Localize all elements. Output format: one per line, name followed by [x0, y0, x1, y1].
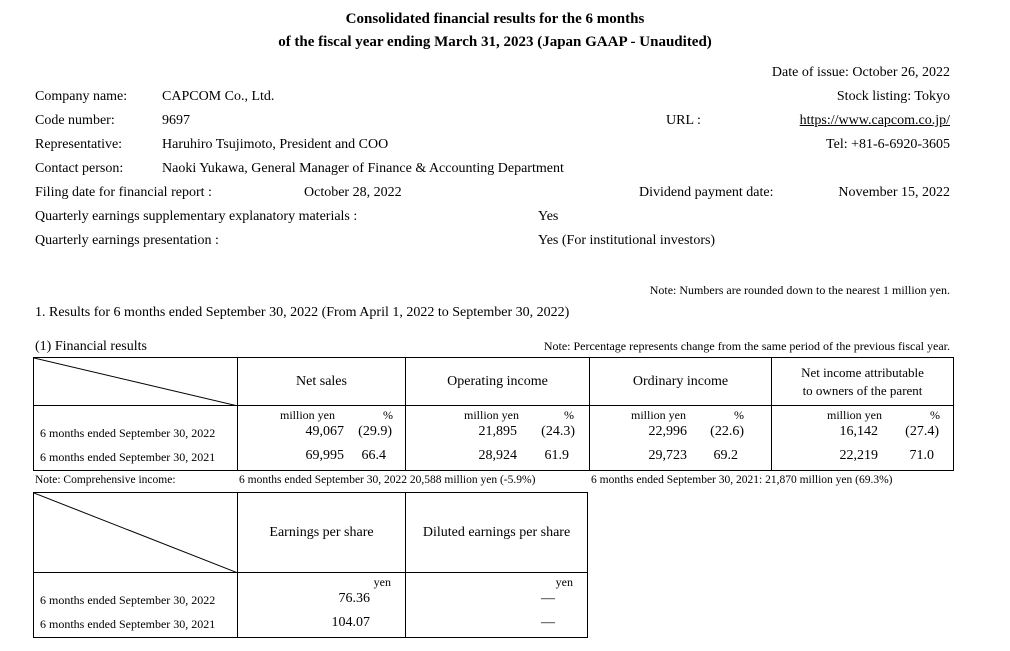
diagonal-header-cell	[34, 493, 238, 573]
diluted-eps-cell	[406, 573, 588, 638]
ordinary-income-pct-2021: 69.2	[713, 448, 738, 463]
url-label: URL :	[666, 113, 701, 128]
unit-percent: %	[564, 408, 574, 422]
rounding-note: Note: Numbers are rounded down to the nearest 1 million yen.	[649, 283, 950, 297]
unit-yen: yen	[555, 575, 573, 589]
earnings-presentation-label: Quarterly earnings presentation :	[35, 233, 219, 248]
unit-yen: yen	[373, 575, 391, 589]
table-row	[34, 573, 588, 638]
eps-table	[33, 492, 588, 638]
diluted-eps-2021: —	[541, 615, 555, 630]
unit-million-yen: million yen	[464, 408, 519, 422]
net-income-2022: 16,142	[839, 424, 878, 439]
row-label-2021: 6 months ended September 30, 2021	[40, 450, 216, 464]
header-operating-income: Operating income	[406, 358, 590, 406]
net-income-2021: 22,219	[839, 448, 878, 463]
net-sales-pct-2022: (29.9)	[358, 424, 392, 439]
unit-million-yen: million yen	[631, 408, 686, 422]
table-header-row	[34, 358, 954, 406]
row-labels-cell	[34, 573, 238, 638]
percentage-note: Note: Percentage represents change from the same period of the previous fiscal year.	[543, 339, 950, 353]
unit-million-yen: million yen	[827, 408, 882, 422]
representative: Haruhiro Tsujimoto, President and COO	[162, 137, 389, 152]
header-net-income	[772, 358, 954, 406]
unit-percent: %	[734, 408, 744, 422]
row-label-2022: 6 months ended September 30, 2022	[40, 426, 216, 440]
table-row	[34, 406, 954, 471]
eps-2021: 104.07	[331, 615, 370, 630]
row-label-2021: 6 months ended September 30, 2021	[40, 617, 216, 631]
diluted-eps-2022: —	[541, 591, 555, 606]
telephone: Tel: +81-6-6920-3605	[826, 137, 950, 152]
unit-percent: %	[383, 408, 393, 422]
net-sales-2021: 69,995	[305, 448, 344, 463]
comprehensive-income-label: Note: Comprehensive income:	[35, 474, 176, 486]
row-labels-cell	[34, 406, 238, 471]
table-header-row	[34, 493, 588, 573]
code-number-label: Code number:	[35, 113, 115, 128]
comprehensive-income-2021: 6 months ended September 30, 2021: 21,870 million yen (69.3%)	[591, 474, 893, 486]
section-heading: 1. Results for 6 months ended September 30, 2022 (From April 1, 2022 to September 30, 2022)	[35, 305, 570, 320]
ordinary-income-2022: 22,996	[648, 424, 687, 439]
header-diluted-eps: Diluted earnings per share	[406, 493, 588, 573]
representative-label: Representative:	[35, 137, 123, 152]
operating-income-2021: 28,924	[478, 448, 517, 463]
contact-person-label: Contact person:	[35, 161, 124, 176]
operating-income-cell	[406, 406, 590, 471]
company-name-label: Company name:	[35, 89, 128, 104]
operating-income-pct-2021: 61.9	[544, 448, 569, 463]
date-of-issue: Date of issue: October 26, 2022	[771, 65, 950, 80]
dividend-date-label: Dividend payment date:	[639, 185, 774, 200]
company-name: CAPCOM Co., Ltd.	[162, 89, 275, 104]
subsection-heading: (1) Financial results	[35, 339, 147, 354]
operating-income-2022: 21,895	[478, 424, 517, 439]
filing-date-label: Filing date for financial report :	[35, 185, 212, 200]
diagonal-line	[34, 493, 238, 573]
net-income-pct-2022: (27.4)	[905, 424, 939, 439]
report-title-line1: Consolidated financial results for the 6 months	[345, 11, 645, 27]
company-url-link[interactable]: https://www.capcom.co.jp/	[799, 113, 950, 128]
dividend-date: November 15, 2022	[838, 185, 950, 200]
diagonal-header-cell	[34, 358, 238, 406]
ordinary-income-cell	[590, 406, 772, 471]
comprehensive-income-2022: 6 months ended September 30, 2022 20,588 million yen (-5.9%)	[239, 474, 536, 486]
header-net-income-line2: to owners of the parent	[802, 382, 923, 398]
supplementary-materials-value: Yes	[538, 209, 559, 224]
unit-million-yen: million yen	[280, 408, 335, 422]
supplementary-materials-label: Quarterly earnings supplementary explanatory materials :	[35, 209, 358, 224]
financial-results-table	[33, 357, 954, 471]
contact-person: Naoki Yukawa, General Manager of Finance & Accounting Department	[162, 161, 564, 176]
report-title-line2: of the fiscal year ending March 31, 2023 (Japan GAAP - Unaudited)	[278, 34, 712, 50]
net-income-cell	[772, 406, 954, 471]
net-sales-pct-2021: 66.4	[361, 448, 386, 463]
operating-income-pct-2022: (24.3)	[541, 424, 575, 439]
stock-listing: Stock listing: Tokyo	[836, 89, 950, 104]
header-net-sales: Net sales	[238, 358, 406, 406]
row-label-2022: 6 months ended September 30, 2022	[40, 593, 216, 607]
filing-date: October 28, 2022	[304, 185, 402, 200]
header-ordinary-income: Ordinary income	[590, 358, 772, 406]
net-income-pct-2021: 71.0	[909, 448, 934, 463]
header-net-income-line1: Net income attributable	[801, 364, 924, 380]
net-sales-2022: 49,067	[305, 424, 344, 439]
ordinary-income-pct-2022: (22.6)	[710, 424, 744, 439]
code-number: 9697	[162, 113, 190, 128]
unit-percent: %	[930, 408, 940, 422]
eps-cell	[238, 573, 406, 638]
header-eps: Earnings per share	[238, 493, 406, 573]
eps-2022: 76.36	[338, 591, 370, 606]
diagonal-line	[34, 358, 238, 406]
ordinary-income-2021: 29,723	[648, 448, 687, 463]
earnings-presentation-value: Yes (For institutional investors)	[538, 233, 716, 248]
net-sales-cell	[238, 406, 406, 471]
